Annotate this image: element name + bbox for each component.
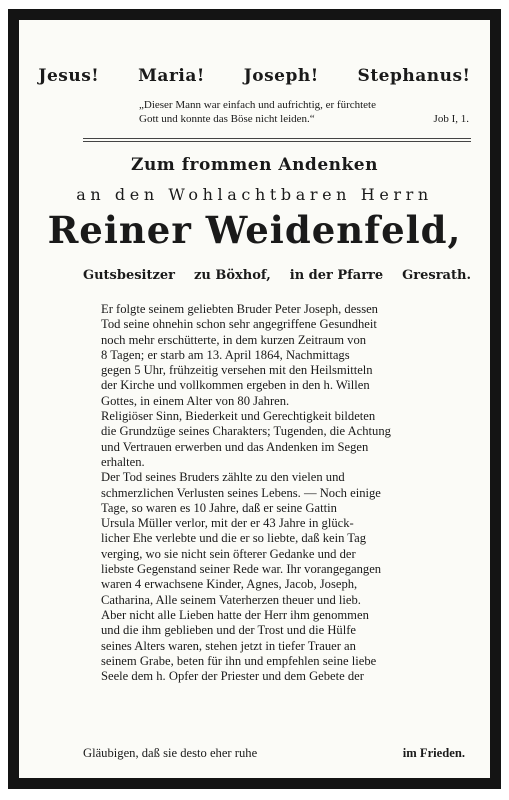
text-line: gegen 5 Uhr, frühzeitig versehen mit den Heilsmitteln [101,363,373,378]
text-line: verging, wo sie nicht sein öfterer Gedanke und der [101,546,356,561]
text-line: seinem Grabe, beten für ihn und empfehlen seine liebe [101,653,377,668]
invocation-name: Maria! [138,66,205,86]
text-line: der Kirche und vollkommen ergeben in den h. Willen [101,378,370,393]
quote-line: Gott und konnte das Böse nicht leiden.“ [139,113,315,125]
invocation-name: Jesus! [38,66,100,86]
quote-line: „Dieser Mann war einfach und aufrichtig, er fürchtete [139,99,376,111]
text-line: Gottes, in einem Alter von 80 Jahren. [101,393,290,408]
text-line: schmerzlichen Verlusten seines Lebens. — Noch einige [101,485,381,500]
text-line: Tod seine ohnehin schon sehr angegriffene Gesundheit [101,317,377,332]
text-line: waren 4 erwachsene Kinder, Agnes, Jacob, Joseph, [101,577,358,592]
divider-rule [83,138,471,139]
closing-words: im Frieden. [402,746,465,760]
invocation-name: Joseph! [243,66,319,86]
text-line: die Grundzüge seines Charakters; Tugenden, die Achtung [101,424,391,439]
occupation-word: Gutsbesitzer [83,268,176,283]
obituary-text [83,302,475,684]
memorial-subheading: an den Wohlachtbaren Herrn [76,185,433,204]
text-line: Tage, so waren es 10 Jahre, daß er seine Gattin [101,500,337,515]
paragraph-death [83,302,475,409]
closing-line [83,746,475,761]
text-line: Catharina, Alle seinem Vaterherzen theuer und lieb. [101,592,361,607]
card-content [19,20,490,778]
text-line: Gläubigen, daß sie desto eher ruhe [83,746,258,760]
text-line: Der Tod seines Bruders zählte zu den vielen und [101,470,345,485]
text-line: und die ihm geblieben und der Trost und die Hülfe [101,623,356,638]
text-line: liebste Gegenstand seiner Rede war. Ihr vorangegangen [101,562,382,577]
text-line: Religiöser Sinn, Biederkeit und Gerechtigkeit bildeten [101,409,376,424]
memorial-heading: Zum frommen Andenken [131,155,378,175]
text-line: noch mehr erschütterte, in dem kurzen Zeitraum von [101,332,367,347]
invocation-name: Stephanus! [357,66,471,86]
black-border-frame [8,9,501,789]
occupation-word: Gresrath. [402,268,471,283]
paragraph-character [83,409,475,470]
memorial-card [19,20,490,778]
divider-rule [83,141,471,142]
deceased-occupation [83,268,471,283]
invocation-names [19,66,490,86]
quote-line-last [139,112,469,126]
text-line: erhalten. [101,454,145,469]
quote-reference: Job I, 1. [433,113,469,125]
text-line: Er folgte seinem geliebten Bruder Peter Joseph, dessen [101,302,378,316]
deceased-name: Reiner Weidenfeld, [47,208,462,252]
text-line: und Vertrauen erwerben und das Andenken im Segen [101,439,369,454]
text-line: seines Alters waren, stehen jetzt in tiefer Trauer an [101,638,356,653]
text-line: licher Ehe verlebte und die er so liebte, daß kein Tag [101,531,367,546]
occupation-word: zu Böxhof, [194,268,271,283]
paragraph-family [83,470,475,684]
text-line: Aber nicht alle Lieben hatte der Herr ihm genommen [101,607,369,622]
text-line: Ursula Müller verlor, mit der er 43 Jahre in glück- [101,516,354,531]
text-line: Seele dem h. Opfer der Priester und dem Gebete der [101,669,364,684]
text-line: 8 Tagen; er starb am 13. April 1864, Nachmittags [101,347,350,362]
occupation-word: in der Pfarre [289,268,384,283]
bible-quote [139,98,469,126]
